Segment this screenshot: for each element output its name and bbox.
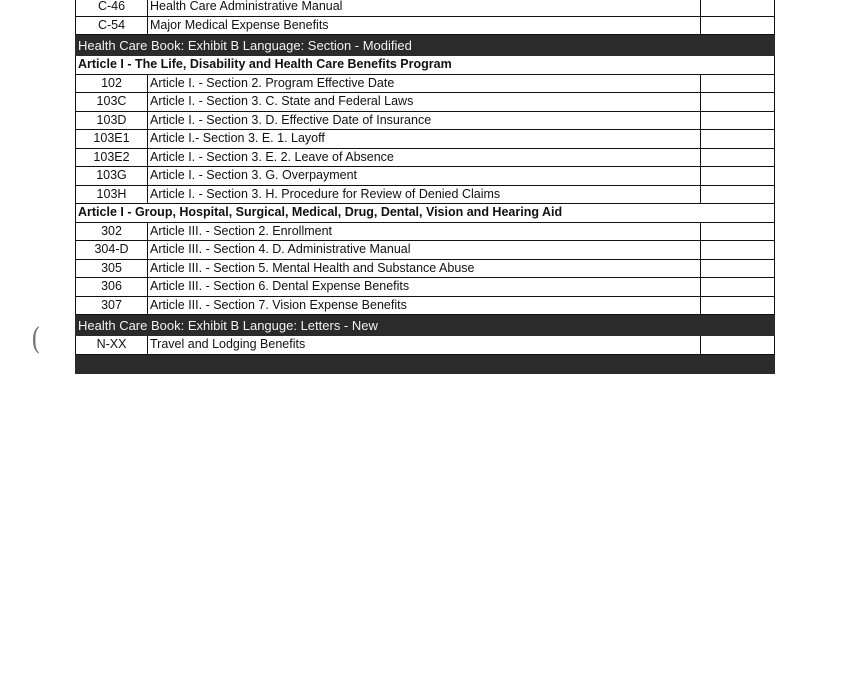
footer-band-cell <box>76 354 775 373</box>
row-code: C-46 <box>76 0 148 16</box>
row-description: Article III. - Section 2. Enrollment <box>148 222 701 241</box>
table-row <box>76 16 775 35</box>
row-check-cell <box>701 0 775 16</box>
row-description: Article I. - Section 3. D. Effective Date of Insurance <box>148 111 701 130</box>
article-header-life-disability <box>76 56 775 75</box>
row-check-cell <box>701 167 775 186</box>
row-description: Article I.- Section 3. E. 1. Layoff <box>148 130 701 149</box>
section-header-modified <box>76 35 775 56</box>
table-row <box>76 259 775 278</box>
table-row <box>76 185 775 204</box>
row-code: 102 <box>76 74 148 93</box>
stray-parenthesis-mark: ( <box>31 322 41 357</box>
table-row <box>76 241 775 260</box>
table-row <box>76 130 775 149</box>
table-row <box>76 74 775 93</box>
row-code: 103D <box>76 111 148 130</box>
row-code: 302 <box>76 222 148 241</box>
row-description: Travel and Lodging Benefits <box>148 336 701 355</box>
row-check-cell <box>701 93 775 112</box>
table-row <box>76 0 775 16</box>
row-description: Health Care Administrative Manual <box>148 0 701 16</box>
row-check-cell <box>701 148 775 167</box>
table-row <box>76 296 775 315</box>
row-description: Article I. - Section 2. Program Effective Date <box>148 74 701 93</box>
table-row <box>76 222 775 241</box>
row-code: 103H <box>76 185 148 204</box>
row-check-cell <box>701 16 775 35</box>
row-code: 103C <box>76 93 148 112</box>
row-check-cell <box>701 130 775 149</box>
table-row <box>76 93 775 112</box>
row-code: 103G <box>76 167 148 186</box>
row-code: 305 <box>76 259 148 278</box>
row-description: Article I. - Section 3. H. Procedure for Review of Denied Claims <box>148 185 701 204</box>
table-row <box>76 148 775 167</box>
row-description: Article I. - Section 3. C. State and Federal Laws <box>148 93 701 112</box>
row-check-cell <box>701 74 775 93</box>
row-description: Article I. - Section 3. G. Overpayment <box>148 167 701 186</box>
row-check-cell <box>701 222 775 241</box>
article-header-group-hospital <box>76 204 775 223</box>
row-check-cell <box>701 259 775 278</box>
table-row <box>76 336 775 355</box>
row-code: 307 <box>76 296 148 315</box>
row-description: Article III. - Section 5. Mental Health and Substance Abuse <box>148 259 701 278</box>
article-title: Article I - Group, Hospital, Surgical, Medical, Drug, Dental, Vision and Hearing Aid <box>76 204 775 223</box>
section-title: Health Care Book: Exhibit B Languge: Letters - New <box>76 315 775 336</box>
section-header-letters-new <box>76 315 775 336</box>
table-row <box>76 167 775 186</box>
row-code: C-54 <box>76 16 148 35</box>
row-description: Article III. - Section 4. D. Administrative Manual <box>148 241 701 260</box>
row-description: Article I. - Section 3. E. 2. Leave of Absence <box>148 148 701 167</box>
table-footer-band <box>76 354 775 373</box>
row-check-cell <box>701 241 775 260</box>
row-check-cell <box>701 185 775 204</box>
table-row <box>76 278 775 297</box>
article-title: Article I - The Life, Disability and Health Care Benefits Program <box>76 56 775 75</box>
row-code: 103E1 <box>76 130 148 149</box>
row-check-cell <box>701 296 775 315</box>
row-code: N-XX <box>76 336 148 355</box>
row-code: 103E2 <box>76 148 148 167</box>
row-check-cell <box>701 111 775 130</box>
row-check-cell <box>701 336 775 355</box>
row-description: Article III. - Section 6. Dental Expense Benefits <box>148 278 701 297</box>
table-row <box>76 111 775 130</box>
row-description: Article III. - Section 7. Vision Expense Benefits <box>148 296 701 315</box>
row-code: 304-D <box>76 241 148 260</box>
benefits-language-table <box>75 0 775 374</box>
row-code: 306 <box>76 278 148 297</box>
row-description: Major Medical Expense Benefits <box>148 16 701 35</box>
section-title: Health Care Book: Exhibit B Language: Section - Modified <box>76 35 775 56</box>
row-check-cell <box>701 278 775 297</box>
